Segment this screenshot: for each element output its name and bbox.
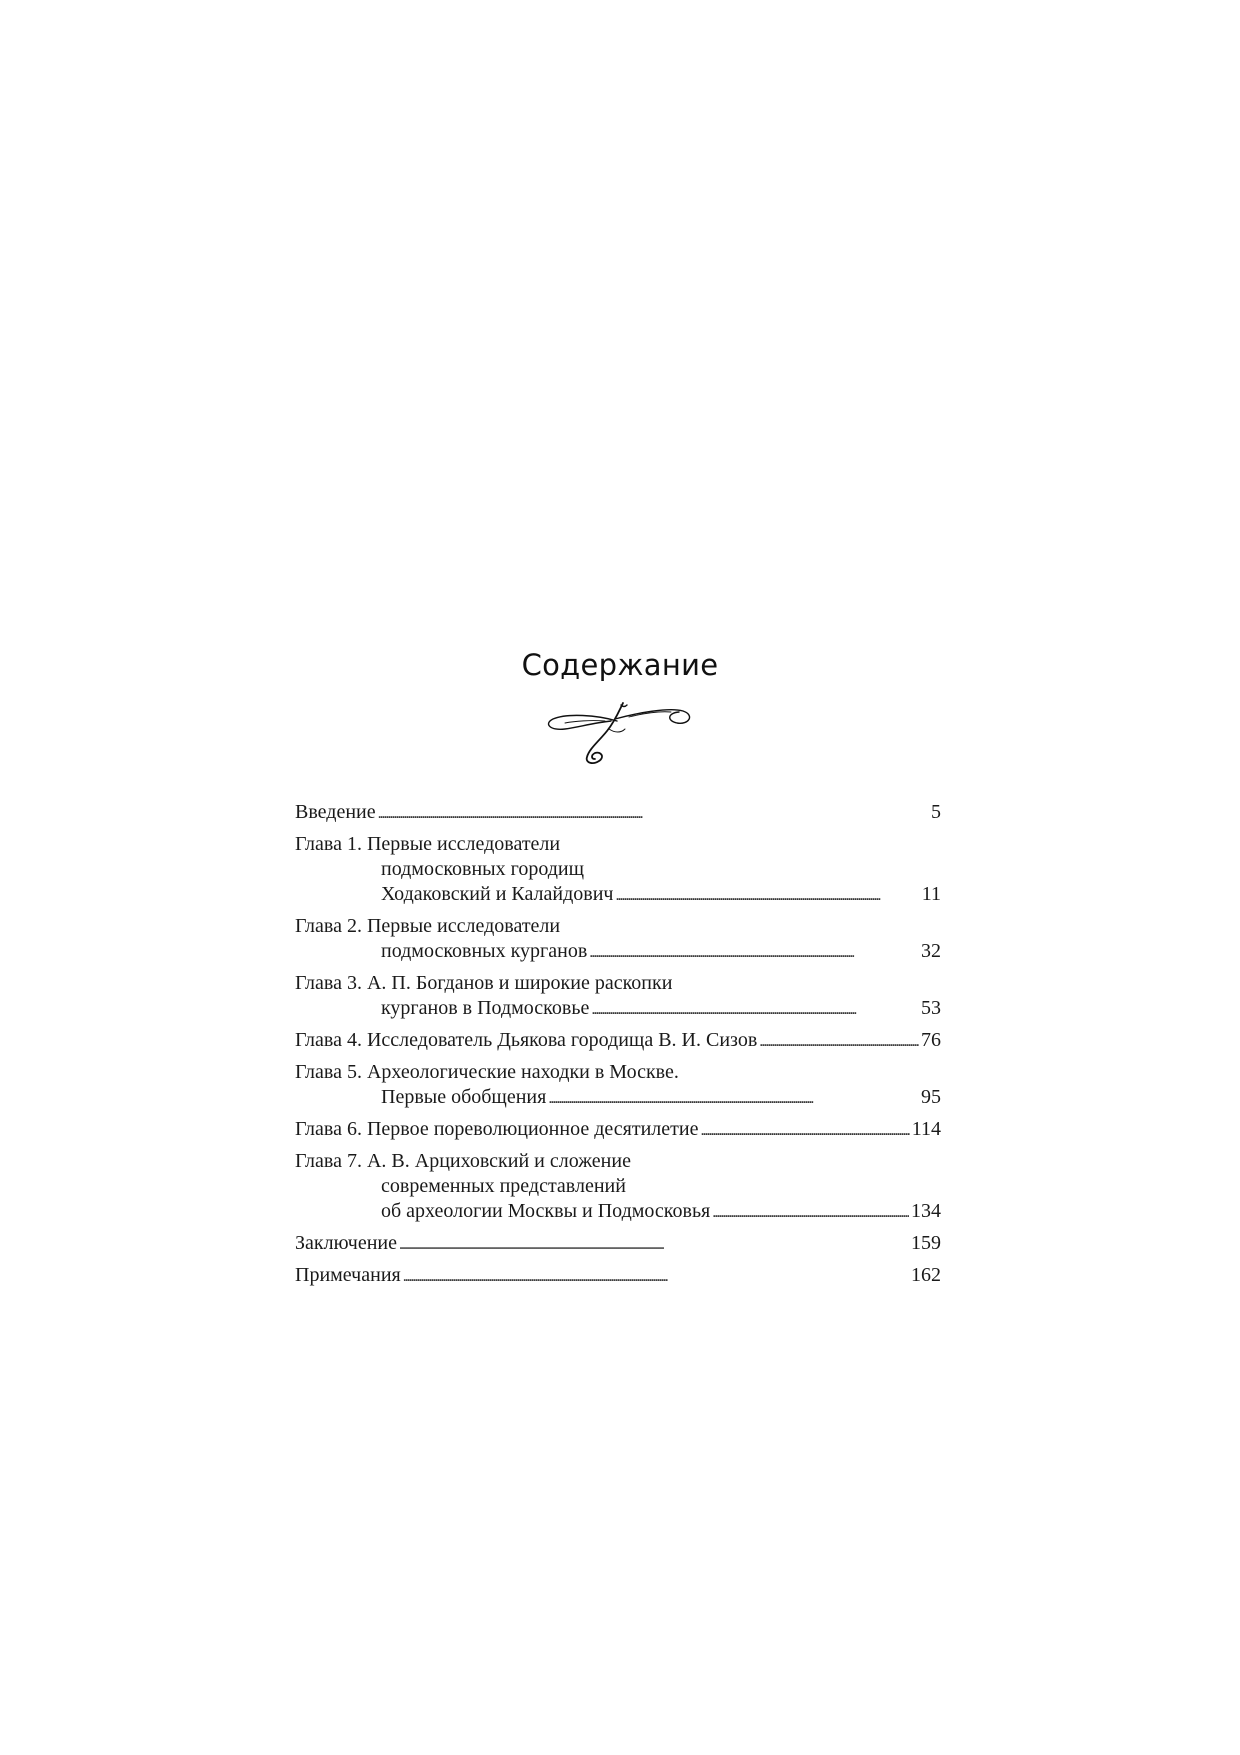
toc-line xyxy=(295,1174,941,1199)
toc-entry xyxy=(295,1117,941,1143)
toc-line-text: Глава 7. А. В. Арциховский и сложение xyxy=(295,1150,631,1172)
dot-leader xyxy=(403,1263,909,1289)
toc-line xyxy=(295,996,941,1022)
toc-line xyxy=(295,1060,941,1085)
toc-line xyxy=(295,1028,941,1054)
toc-entry xyxy=(295,832,941,908)
toc-page-number: 114 xyxy=(911,1118,941,1140)
toc-entry xyxy=(295,1060,941,1111)
toc-line xyxy=(295,1263,941,1289)
dot-leader xyxy=(548,1085,919,1111)
toc-line-text: Глава 2. Первые исследователи xyxy=(295,915,561,937)
toc-line xyxy=(295,914,941,939)
toc-page-number: 134 xyxy=(911,1200,941,1222)
toc-line-text: курганов в Подмосковье xyxy=(381,997,590,1019)
toc-entry xyxy=(295,971,941,1022)
toc-line-text: подмосковных курганов xyxy=(381,940,588,962)
table-of-contents xyxy=(295,800,941,1295)
dot-leader xyxy=(399,1231,909,1257)
toc-page-number: 32 xyxy=(921,940,941,962)
toc-line-text: Введение xyxy=(295,801,376,823)
page-title: Содержание xyxy=(521,648,719,682)
toc-page-number: 159 xyxy=(911,1232,941,1254)
toc-line xyxy=(295,971,941,996)
toc-line xyxy=(295,857,941,882)
toc-entry xyxy=(295,1231,941,1257)
toc-line-text: Глава 1. Первые исследователи xyxy=(295,833,561,855)
toc-page-number: 11 xyxy=(921,883,941,905)
calligraphic-flourish-icon xyxy=(545,693,695,765)
toc-entry xyxy=(295,914,941,965)
toc-page-number: 162 xyxy=(911,1264,941,1286)
dot-leader xyxy=(700,1117,909,1143)
dot-leader xyxy=(759,1028,919,1054)
toc-line xyxy=(295,1231,941,1257)
toc-line xyxy=(295,1149,941,1174)
toc-page-number: 76 xyxy=(921,1029,941,1051)
toc-line-text: Глава 6. Первое пореволюционное десятилетие xyxy=(295,1118,699,1140)
dot-leader xyxy=(589,939,919,965)
toc-line-text: подмосковных городищ xyxy=(381,858,585,880)
dot-leader xyxy=(615,882,919,908)
toc-line xyxy=(295,800,941,826)
toc-line xyxy=(295,1117,941,1143)
toc-page-number: 5 xyxy=(931,801,941,823)
toc-line xyxy=(295,882,941,908)
dot-leader xyxy=(378,800,929,826)
toc-line-text: Ходаковский и Калайдович xyxy=(381,883,614,905)
toc-line-text: об археологии Москвы и Подмосковья xyxy=(381,1200,711,1222)
toc-line-text: современных представлений xyxy=(381,1175,626,1197)
toc-line-text: Глава 3. А. П. Богданов и широкие раскопки xyxy=(295,972,673,994)
toc-entry xyxy=(295,1028,941,1054)
toc-line-text: Заключение xyxy=(295,1232,397,1254)
toc-line-text: Примечания xyxy=(295,1264,401,1286)
toc-entry xyxy=(295,1263,941,1289)
toc-line xyxy=(295,832,941,857)
dot-leader xyxy=(591,996,919,1022)
toc-page-number: 53 xyxy=(921,997,941,1019)
toc-line-text: Первые обобщения xyxy=(381,1086,547,1108)
toc-line xyxy=(295,1199,941,1225)
dot-leader xyxy=(712,1199,909,1225)
toc-entry xyxy=(295,800,941,826)
toc-line xyxy=(295,939,941,965)
toc-page-number: 95 xyxy=(921,1086,941,1108)
toc-line-text: Глава 4. Исследователь Дьякова городища В. И. Сизов xyxy=(295,1029,758,1051)
toc-entry xyxy=(295,1149,941,1225)
toc-line-text: Глава 5. Археологические находки в Москве. xyxy=(295,1061,679,1083)
toc-line xyxy=(295,1085,941,1111)
